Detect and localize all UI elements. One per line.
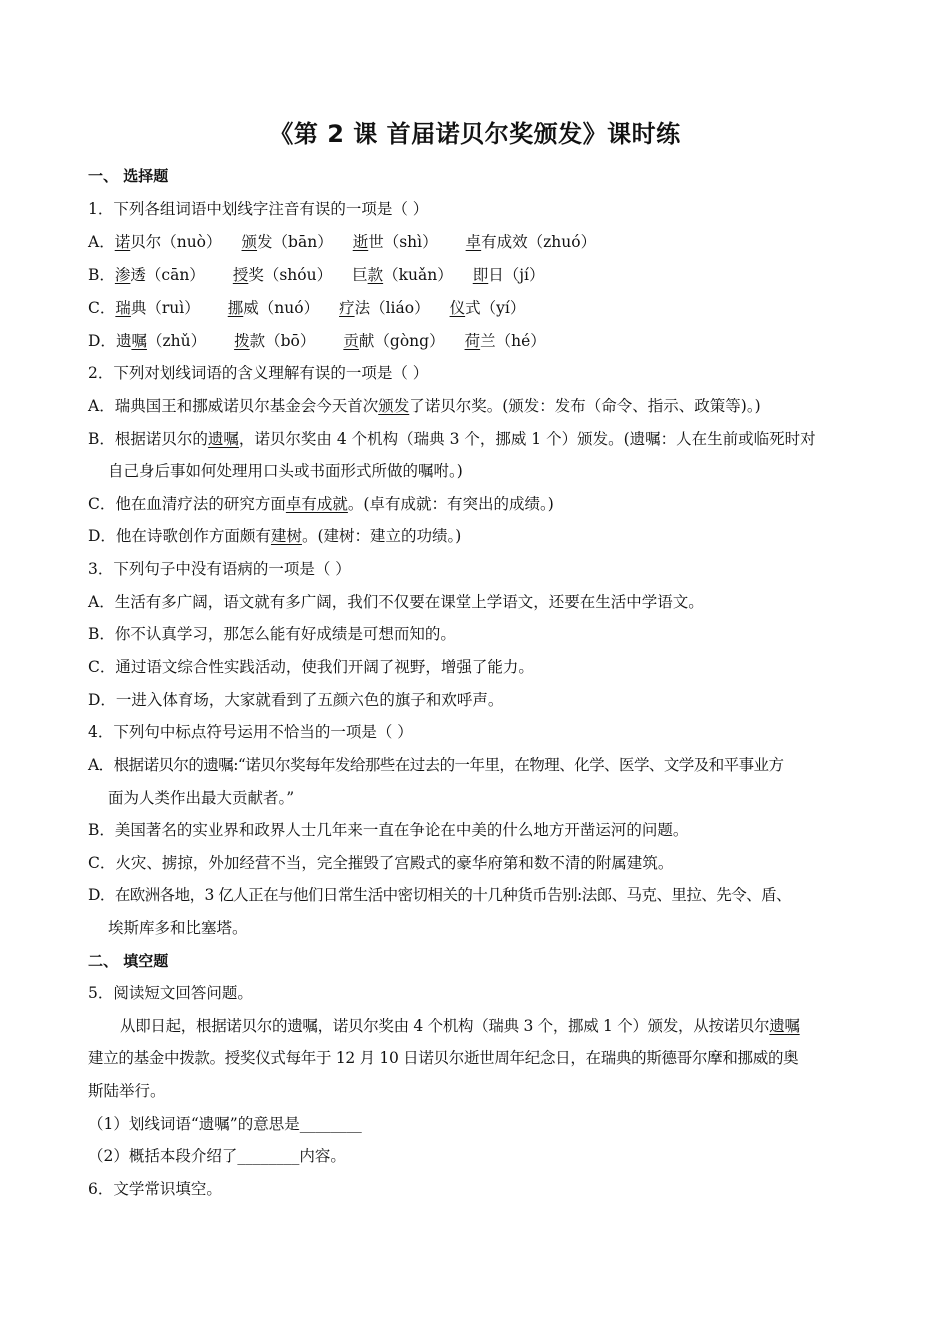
option-label: C． xyxy=(88,299,116,317)
question-4-option-d: D．在欧洲各地，3 亿人正在与他们日常生活中密切相关的十几种货币告别:法郎、马克、里拉、先令、盾、 xyxy=(88,886,791,904)
underlined-word: 颁发 xyxy=(378,397,410,415)
option-text: 。(卓有成就：有突出的成绩。) xyxy=(347,495,554,513)
underlined-word: 卓有成就 xyxy=(285,495,348,513)
underlined-char: 授 xyxy=(232,266,249,284)
question-2-stem: 2．下列对划线词语的含义理解有误的一项是（ ） xyxy=(88,364,429,382)
question-1-option-d xyxy=(88,331,546,351)
question-5-stem: 5．阅读短文回答问题。 xyxy=(88,984,253,1002)
option-text: D．他在诗歌创作方面颇有 xyxy=(88,527,271,545)
question-1-option-c xyxy=(88,298,525,318)
passage-line-1 xyxy=(120,1016,800,1036)
question-3-option-b: B．你不认真学习，那怎么能有好成绩是可想而知的。 xyxy=(88,625,456,643)
word-rest: 遗 xyxy=(115,332,132,350)
question-2-option-b xyxy=(88,429,816,449)
word-rest: 奖（shóu） xyxy=(248,266,333,284)
underlined-word: 遗嘱 xyxy=(769,1017,800,1035)
question-3-option-d: D．一进入体育场，大家就看到了五颜六色的旗子和欢呼声。 xyxy=(88,691,504,709)
underlined-char: 诺 xyxy=(114,233,131,251)
sub-question-2: （2）概括本段介绍了________内容。 xyxy=(88,1147,346,1165)
word-rest: 透（cān） xyxy=(130,266,205,284)
underlined-word: 遗嘱 xyxy=(207,430,239,448)
option-text: 了诺贝尔奖。(颁发：发布（命令、指示、政策等)。) xyxy=(409,397,761,415)
underlined-char: 渗 xyxy=(114,266,131,284)
word-rest: 世（shì） xyxy=(368,233,438,251)
question-3-option-a: A．生活有多广阔，语文就有多广阔，我们不仅要在课堂上学语文，还要在生活中学语文。 xyxy=(88,593,704,611)
word-rest: 贝尔（nuò） xyxy=(130,233,222,251)
question-4-option-a-continued: 面为人类作出最大贡献者。” xyxy=(108,789,295,807)
option-text: 。(建树：建立的功绩。) xyxy=(301,527,462,545)
page-title: 《第 2 课 首届诺贝尔奖颁发》课时练 xyxy=(269,120,681,148)
underlined-char: 嘱 xyxy=(131,332,147,350)
underlined-char: 即 xyxy=(472,266,489,284)
underlined-char: 贡 xyxy=(343,332,359,350)
underlined-char: 疗 xyxy=(339,299,355,317)
question-6-stem: 6．文学常识填空。 xyxy=(88,1180,222,1198)
sub-question-1: （1）划线词语“遗嘱”的意思是________ xyxy=(88,1115,362,1133)
question-1-option-a xyxy=(88,232,596,252)
word-rest: 巨 xyxy=(352,266,368,284)
word-rest: 法（liáo） xyxy=(354,299,430,317)
option-label: B． xyxy=(88,266,115,284)
question-4-option-c: C．火灾、掳掠，外加经营不当，完全摧毁了宫殿式的豪华府第和数不清的附属建筑。 xyxy=(88,854,674,872)
question-2-option-d xyxy=(88,526,461,546)
question-4-stem: 4．下列句中标点符号运用不恰当的一项是（ ） xyxy=(88,723,413,741)
question-1-option-b xyxy=(88,265,545,285)
word-rest: （kuǎn） xyxy=(383,266,453,284)
question-4-option-d-continued: 埃斯库多和比塞塔。 xyxy=(108,919,248,937)
option-label: D． xyxy=(88,332,116,350)
question-1-stem: 1．下列各组词语中划线字注音有误的一项是（ ） xyxy=(88,200,429,218)
underlined-char: 逝 xyxy=(352,233,369,251)
underlined-char: 荷 xyxy=(464,332,481,350)
word-rest: （zhǔ） xyxy=(146,332,207,350)
option-text: B．根据诺贝尔的 xyxy=(88,430,208,448)
section-heading-fill-in: 二、 填空题 xyxy=(88,952,169,970)
word-rest: 款（bō） xyxy=(249,332,316,350)
question-2-option-a xyxy=(88,396,761,416)
underlined-char: 挪 xyxy=(227,299,244,317)
passage-line-2: 建立的基金中拨款。授奖仪式每年于 12 月 10 日诺贝尔逝世周年纪念日，在瑞典的斯德哥尔摩和挪威的奥 xyxy=(88,1049,799,1067)
option-text: A．瑞典国王和挪威诺贝尔基金会今天首次 xyxy=(88,397,379,415)
word-rest: 典（ruì） xyxy=(130,299,200,317)
word-rest: 日（jí） xyxy=(488,266,545,284)
question-2-option-c xyxy=(88,494,554,514)
question-3-stem: 3．下列句子中没有语病的一项是（ ） xyxy=(88,560,351,578)
word-rest: 式（yí） xyxy=(465,299,526,317)
question-3-option-c: C．通过语文综合性实践活动，使我们开阔了视野，增强了能力。 xyxy=(88,658,534,676)
word-rest: 兰（hé） xyxy=(480,332,546,350)
question-2-option-b-continued: 自己身后事如何处理用口头或书面形式所做的嘱咐。) xyxy=(108,462,463,480)
underlined-char: 卓 xyxy=(465,233,482,251)
word-rest: 威（nuó） xyxy=(243,299,320,317)
word-rest: 有成效（zhuó） xyxy=(481,233,597,251)
option-text: ，诺贝尔奖由 4 个机构（瑞典 3 个，挪威 1 个）颁发。(遗嘱：人在生前或临死时对 xyxy=(238,430,816,448)
underlined-char: 瑞 xyxy=(115,299,131,317)
underlined-word: 建树 xyxy=(270,527,302,545)
option-text: C．他在血清疗法的研究方面 xyxy=(88,495,286,513)
section-heading-choice: 一、 选择题 xyxy=(88,167,169,185)
underlined-char: 拨 xyxy=(234,332,250,350)
passage-line-3: 斯陆举行。 xyxy=(88,1082,166,1100)
question-4-option-b: B．美国著名的实业界和政界人士几年来一直在争论在中美的什么地方开凿运河的问题。 xyxy=(88,821,689,839)
passage-text: 从即日起，根据诺贝尔的遗嘱，诺贝尔奖由 4 个机构（瑞典 3 个，挪威 1 个）颁发，从按诺贝尔 xyxy=(120,1017,770,1035)
underlined-char: 款 xyxy=(367,266,384,284)
option-label: A． xyxy=(88,233,115,251)
word-rest: 发（bān） xyxy=(257,233,333,251)
question-4-option-a: A．根据诺贝尔的遗嘱:“诺贝尔奖每年发给那些在过去的一年里，在物理、化学、医学、文学及和平事业方 xyxy=(88,756,784,774)
underlined-char: 颁 xyxy=(241,233,258,251)
word-rest: 献（gòng） xyxy=(358,332,445,350)
underlined-char: 仪 xyxy=(449,299,466,317)
